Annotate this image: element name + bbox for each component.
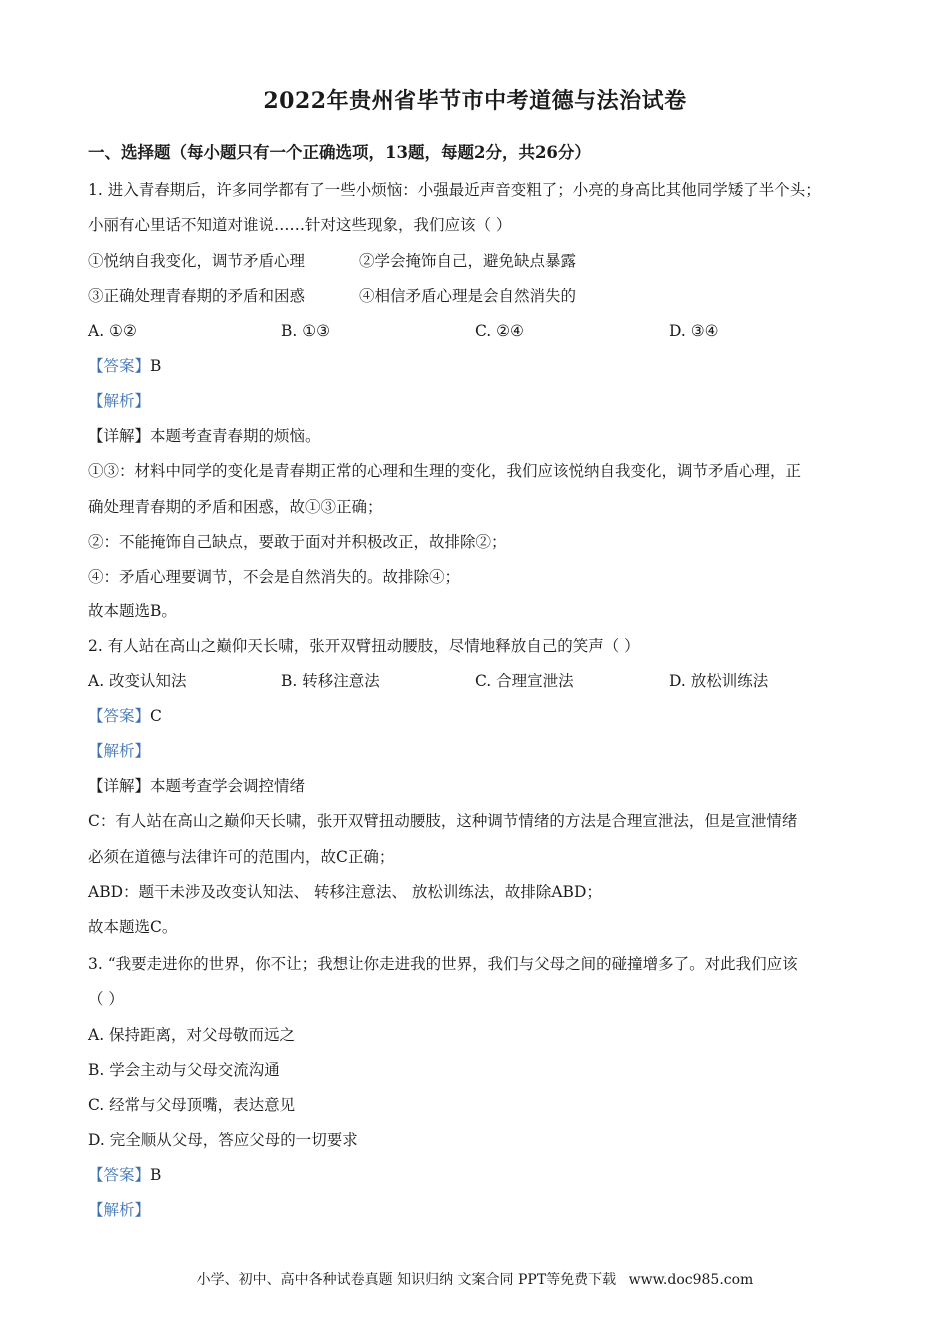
q2-explanation-line2: 必须在道德与法律许可的范围内，故C正确； xyxy=(88,848,395,866)
q3-option-c: C. 经常与父母顶嘴，表达意见 xyxy=(88,1096,296,1114)
q3-option-b: B. 学会主动与父母交流沟通 xyxy=(88,1061,280,1079)
q3-stem-line1: 3. “我要走进你的世界，你不让；我想让你走进我的世界，我们与父母之间的碰撞增多了。对此我们应该 xyxy=(88,955,798,973)
q1-item-3: ③正确处理青春期的矛盾和困惑 xyxy=(88,287,306,305)
q3-answer-value: B xyxy=(150,1166,162,1184)
footer-text: 小学、初中、高中各种试卷真题 知识归纳 文案合同 PPT等免费下载 xyxy=(196,1272,617,1288)
q1-explanation-line4: ④：矛盾心理要调节，不会是自然消失的。故排除④； xyxy=(88,568,461,586)
q1-option-c: C. ②④ xyxy=(475,322,524,340)
analysis-tag: 【解析】 xyxy=(88,1201,151,1219)
q1-option-b: B. ①③ xyxy=(281,322,331,340)
q2-option-b: B. 转移注意法 xyxy=(281,672,380,690)
q1-analysis-row xyxy=(88,391,150,411)
q3-analysis-row xyxy=(88,1200,150,1220)
q3-option-d: D. 完全顺从父母，答应父母的一切要求 xyxy=(88,1131,358,1149)
footer-url[interactable]: www.doc985.com xyxy=(628,1272,754,1288)
page-footer xyxy=(0,1269,950,1289)
q1-answer-row xyxy=(88,356,161,376)
q1-stem-line2: 小丽有心里话不知道对谁说……针对这些现象，我们应该（ ） xyxy=(88,216,512,234)
q1-explanation-line2: 确处理青春期的矛盾和困惑，故①③正确； xyxy=(88,498,383,516)
q2-detail-row xyxy=(88,776,305,796)
q3-option-a: A. 保持距离，对父母敬而远之 xyxy=(88,1026,296,1044)
q2-option-c: C. 合理宣泄法 xyxy=(475,672,574,690)
q1-conclusion: 故本题选B。 xyxy=(88,602,177,620)
q1-stem-line1: 1. 进入青春期后，许多同学都有了一些小烦恼：小强最近声音变粗了；小亮的身高比其他同学矮了半个头； xyxy=(88,181,821,199)
q2-option-d: D. 放松训练法 xyxy=(669,672,769,690)
q2-detail-text: 本题考查学会调控情绪 xyxy=(150,777,306,795)
analysis-tag: 【解析】 xyxy=(88,742,151,760)
analysis-tag: 【解析】 xyxy=(88,392,151,410)
q2-conclusion: 故本题选C。 xyxy=(88,918,178,936)
q2-stem: 2. 有人站在高山之巅仰天长啸，张开双臂扭动腰肢，尽情地释放自己的笑声（ ） xyxy=(88,637,640,655)
q2-option-a: A. 改变认知法 xyxy=(88,672,187,690)
q1-option-d: D. ③④ xyxy=(669,322,719,340)
q2-analysis-row xyxy=(88,741,150,761)
q2-answer-row xyxy=(88,706,162,726)
q2-answer-value: C xyxy=(150,707,162,725)
answer-tag: 【答案】 xyxy=(88,1166,151,1184)
q1-item-2: ②学会掩饰自己，避免缺点暴露 xyxy=(359,252,577,270)
q1-explanation-line3: ②：不能掩饰自己缺点，要敢于面对并积极改正，故排除②； xyxy=(88,533,507,551)
q1-explanation-line1: ①③：材料中同学的变化是青春期正常的心理和生理的变化，我们应该悦纳自我变化，调节矛盾心理，正 xyxy=(88,462,802,480)
detail-tag: 【详解】 xyxy=(88,427,151,445)
q1-item-4: ④相信矛盾心理是会自然消失的 xyxy=(359,287,577,305)
document-title: 2022年贵州省毕节市中考道德与法治试卷 xyxy=(263,88,687,114)
detail-tag: 【详解】 xyxy=(88,777,151,795)
answer-tag: 【答案】 xyxy=(88,707,151,725)
q1-item-1: ①悦纳自我变化，调节矛盾心理 xyxy=(88,252,306,270)
q1-answer-value: B xyxy=(150,357,162,375)
q1-detail-row xyxy=(88,426,321,446)
q1-detail-text: 本题考查青春期的烦恼。 xyxy=(150,427,321,445)
q3-answer-row xyxy=(88,1165,161,1185)
q1-option-a: A. ①② xyxy=(88,322,137,340)
q3-stem-line2: （ ） xyxy=(88,990,124,1008)
q2-explanation-line1: C：有人站在高山之巅仰天长啸，张开双臂扭动腰肢，这种调节情绪的方法是合理宣泄法，但是宣泄情绪 xyxy=(88,812,798,830)
section-heading: 一、选择题（每小题只有一个正确选项，13题，每题2分，共26分） xyxy=(88,143,591,162)
q2-explanation-line3: ABD：题干未涉及改变认知法、 转移注意法、 放松训练法，故排除ABD； xyxy=(88,883,602,901)
answer-tag: 【答案】 xyxy=(88,357,151,375)
